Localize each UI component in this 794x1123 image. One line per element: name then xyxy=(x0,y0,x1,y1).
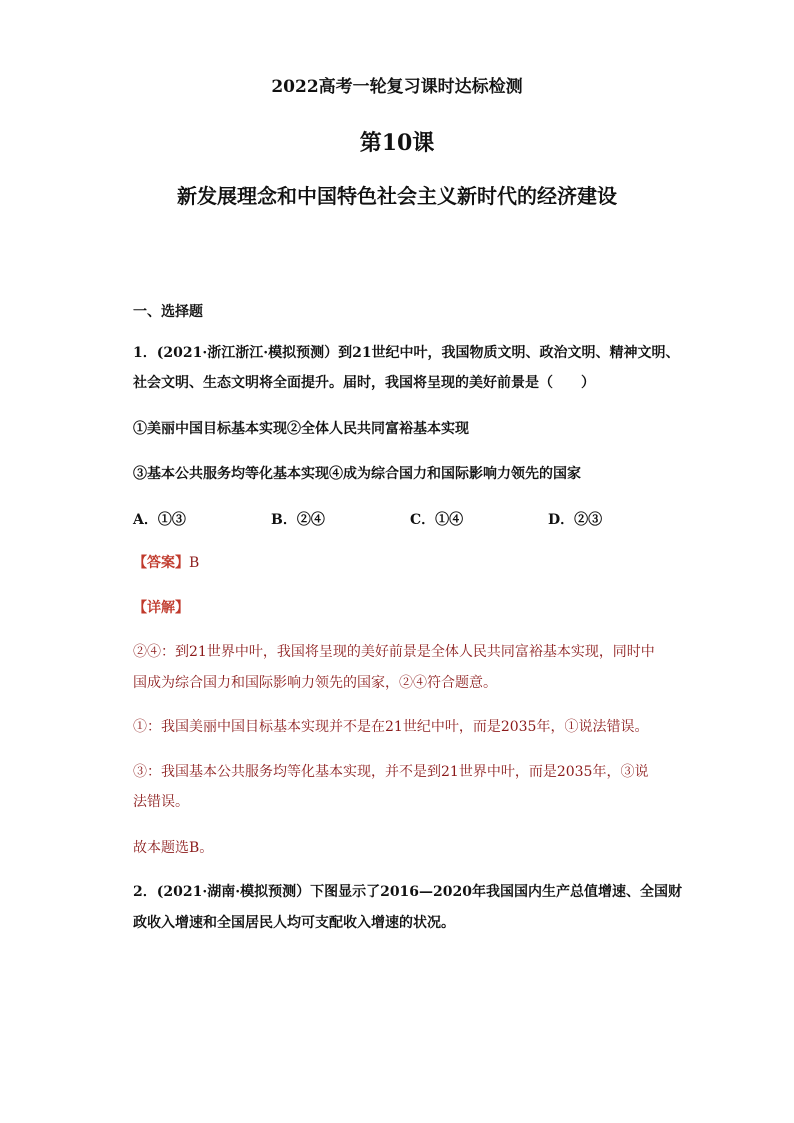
explain-3-line2: 法错误。 xyxy=(133,794,189,810)
explain-2: ①：我国美丽中国目标基本实现并不是在21世纪中叶，而是2035年，①说法错误。 xyxy=(133,719,649,735)
q1-items-3-4: ③基本公共服务均等化基本实现④成为综合国力和国际影响力领先的国家 xyxy=(133,466,581,482)
document-title: 2022高考一轮复习课时达标检测 xyxy=(271,77,523,97)
explain-1-line2: 国成为综合国力和国际影响力领先的国家，②④符合题意。 xyxy=(133,675,497,691)
q1-items-1-2: ①美丽中国目标基本实现②全体人民共同富裕基本实现 xyxy=(133,421,469,437)
answer-value: B xyxy=(189,555,200,571)
q1-stem-line1: 1．(2021·浙江浙江·模拟预测）到21世纪中叶，我国物质文明、政治文明、精神文明、 xyxy=(133,345,680,361)
q1-answer xyxy=(133,553,673,573)
q1-option-a: A．①③ xyxy=(133,512,186,528)
lesson-number: 第10课 xyxy=(359,130,435,156)
q2-stem-line2: 政收入增速和全国居民人均可支配收入增速的状况。 xyxy=(133,915,455,931)
explain-3-line1: ③：我国基本公共服务均等化基本实现，并不是到21世界中叶，而是2035年，③说 xyxy=(133,764,649,780)
q1-option-d: D．②③ xyxy=(548,512,603,528)
section-heading: 一、选择题 xyxy=(133,304,203,320)
q1-stem-line2: 社会文明、生态文明将全面提升。届时，我国将呈现的美好前景是（ ） xyxy=(133,375,595,391)
answer-label: 【答案】 xyxy=(133,555,189,571)
explain-1-line1: ②④：到21世界中叶，我国将呈现的美好前景是全体人民共同富裕基本实现，同时中 xyxy=(133,644,655,660)
explain-conclusion: 故本题选B。 xyxy=(133,840,214,856)
q1-option-c: C．①④ xyxy=(410,512,464,528)
q2-stem-line1: 2．(2021·湖南·模拟预测）下图显示了2016—2020年我国国内生产总值增速、全国财 xyxy=(133,884,683,900)
q1-option-b: B．②④ xyxy=(271,512,325,528)
lesson-subtitle: 新发展理念和中国特色社会主义新时代的经济建设 xyxy=(177,184,617,208)
explain-label: 【详解】 xyxy=(133,600,189,616)
